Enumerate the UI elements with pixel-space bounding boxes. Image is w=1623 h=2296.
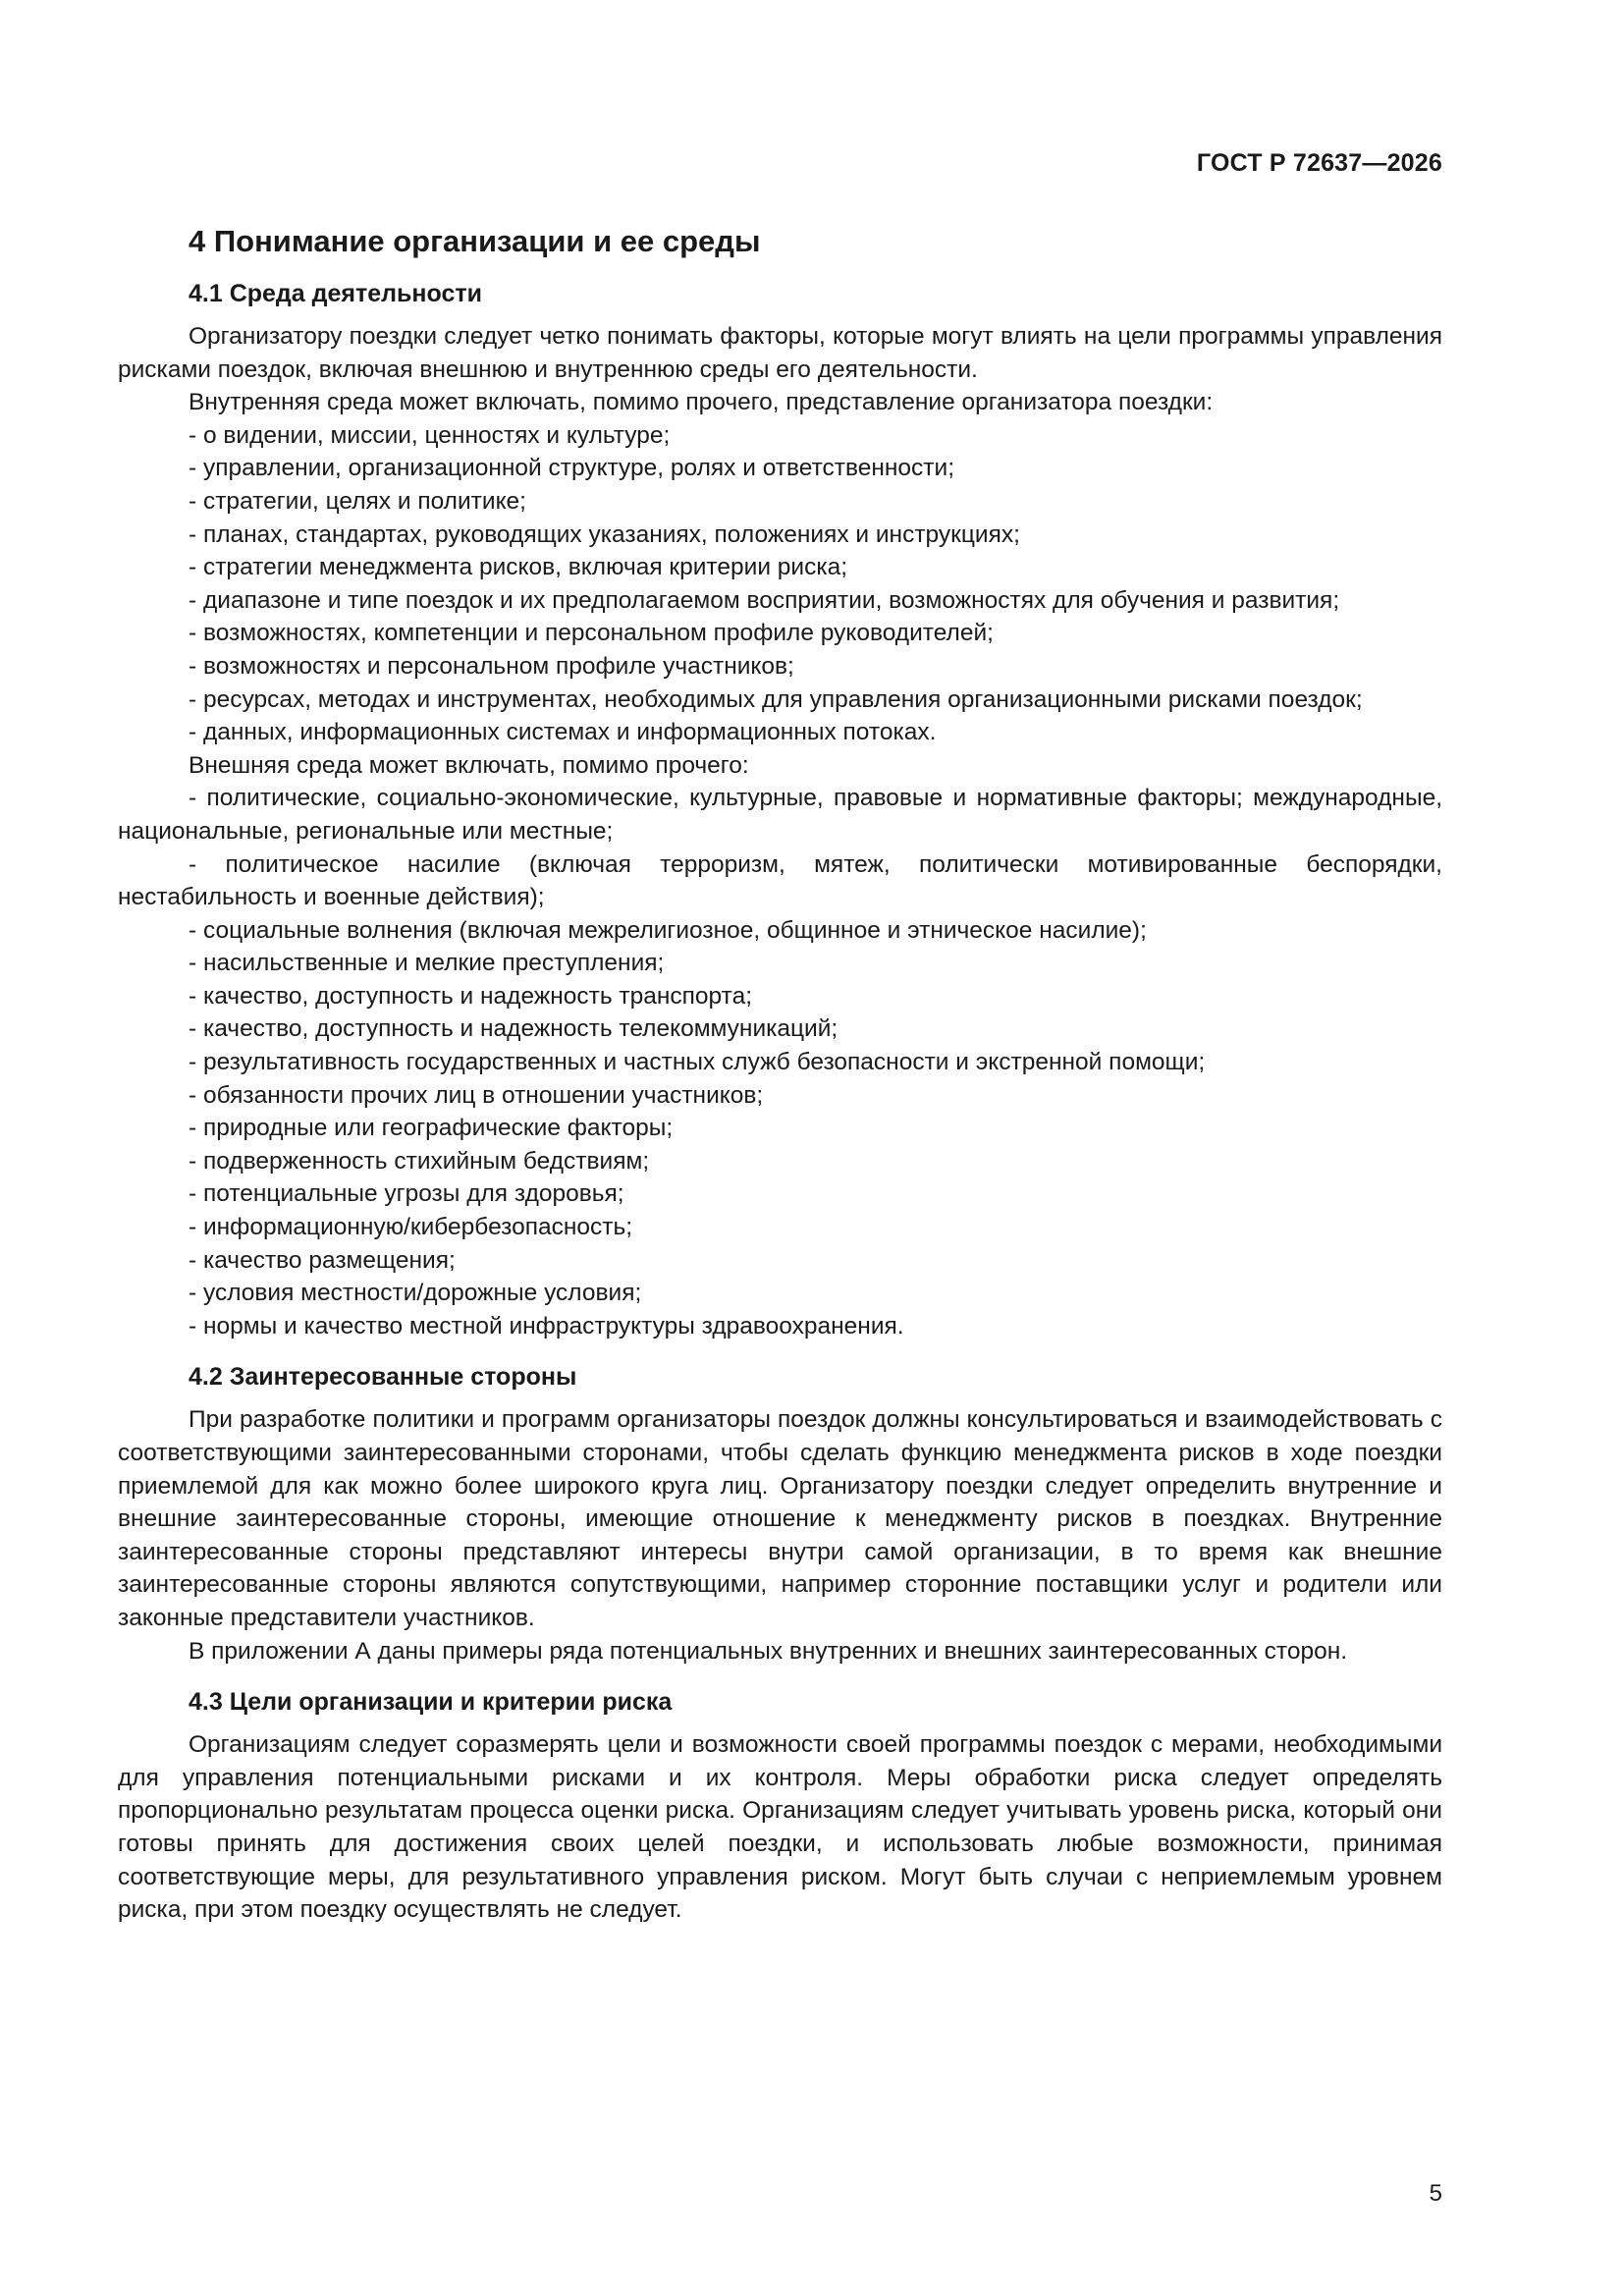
external-env-lead: Внешняя среда может включать, помимо прочего: xyxy=(189,751,749,779)
list-item: - политическое насилие (включая терроризм, мятеж, политически мотивированные беспорядки, нестабильность и военные действия); xyxy=(118,850,1442,911)
list-item: - потенциальные угрозы для здоровья; xyxy=(189,1180,624,1208)
list-item: - качество, доступность и надежность транспорта; xyxy=(189,982,753,1010)
list-item: - политические, социально-экономические, культурные, правовые и нормативные факторы; международные, национальные, региональные или местные; xyxy=(118,785,1442,845)
section-4-1-intro: Организатору поездки следует четко понимать факторы, которые могут влиять на цели программы управления рисками поездок, включая внешнюю и внутреннюю среды его деятельности. xyxy=(118,323,1442,383)
internal-env-lead: Внутренняя среда может включать, помимо прочего, представление организатора поездки: xyxy=(189,389,1214,416)
section-4-2-paragraph-2: В приложении А даны примеры ряда потенциальных внутренних и внешних заинтересованных сторон. xyxy=(189,1637,1348,1665)
list-item: - данных, информационных системах и информационных потоках. xyxy=(189,719,937,746)
list-item: - о видении, миссии, ценностях и культуре; xyxy=(189,421,671,449)
list-item: - подверженность стихийным бедствиям; xyxy=(189,1147,650,1175)
section-4-2-title: 4.2 Заинтересованные стороны xyxy=(189,1363,577,1392)
list-item: - ресурсах, методах и инструментах, необходимых для управления организационными рисками поездок; xyxy=(189,685,1363,713)
internal-env-list xyxy=(118,419,1442,749)
list-item: - природные или географические факторы; xyxy=(189,1115,674,1142)
list-item: - качество, доступность и надежность телекоммуникаций; xyxy=(189,1015,839,1043)
section-4-1-title: 4.1 Среда деятельности xyxy=(189,280,482,307)
list-item: - результативность государственных и частных служб безопасности и экстренной помощи; xyxy=(189,1049,1206,1076)
list-item: - социальные волнения (включая межрелигиозное, общинное и этническое насилие); xyxy=(189,916,1147,944)
section-4-2-paragraph-1: При разработке политики и программ организаторы поездок должны консультироваться и взаимодействовать с соответствующими заинтересованными сторонами, чтобы сделать функцию менеджмента рисков в ходе поездки приемлемой для как можно более широкого круга лиц. Организатору поездки следует определить внутренние и внешние заинтересованные стороны, имеющие отношение к менеджменту рисков в поездках. Внутренние заинтересованные стороны представляют интересы внутри самой организации, в то время как внешние заинтересованные стороны являются сопутствующими, например сторонние поставщики услуг и родители или законные представители участников. xyxy=(118,1406,1442,1631)
list-item: - диапазоне и типе поездок и их предполагаемом восприятии, возможностях для обучения и развития; xyxy=(189,586,1340,614)
list-item: - возможностях, компетенции и персональном профиле руководителей; xyxy=(189,620,994,647)
list-item: - условия местности/дорожные условия; xyxy=(189,1280,642,1307)
section-4-title: 4 Понимание организации и ее среды xyxy=(189,224,761,258)
external-env-list xyxy=(118,782,1442,1342)
document-id-header: ГОСТ Р 72637—2026 xyxy=(1196,149,1442,177)
section-4-3-title: 4.3 Цели организации и критерии риска xyxy=(189,1688,673,1717)
list-item: - качество размещения; xyxy=(189,1246,456,1274)
list-item: - планах, стандартах, руководящих указаниях, положениях и инструкциях; xyxy=(189,520,1020,548)
list-item: - управлении, организационной структуре, ролях и ответственности; xyxy=(189,455,955,482)
list-item: - стратегии, целях и политике; xyxy=(189,487,526,515)
page-content xyxy=(118,222,1442,1927)
list-item: - стратегии менеджмента рисков, включая критерии риска; xyxy=(189,554,848,581)
list-item: - насильственные и мелкие преступления; xyxy=(189,950,665,977)
list-item: - информационную/кибербезопасность; xyxy=(189,1214,633,1241)
section-4-3-paragraph-1: Организациям следует соразмерять цели и возможности своей программы поездок с мерами, необходимыми для управления потенциальными рисками и их контроля. Меры обработки риска следует определять пропорционально результатам процесса оценки риска. Организациям следует учитывать уровень риска, который они готовы принять для достижения своих целей поездки, и использовать любые возможности, принимая соответствующие меры, для результативного управления риском. Могут быть случаи с неприемлемым уровнем риска, при этом поездку осуществлять не следует. xyxy=(118,1731,1442,1924)
list-item: - обязанности прочих лиц в отношении участников; xyxy=(189,1081,764,1109)
list-item: - нормы и качество местной инфраструктуры здравоохранения. xyxy=(189,1312,904,1339)
list-item: - возможностях и персональном профиле участников; xyxy=(189,652,794,680)
page-number: 5 xyxy=(1429,2180,1442,2207)
